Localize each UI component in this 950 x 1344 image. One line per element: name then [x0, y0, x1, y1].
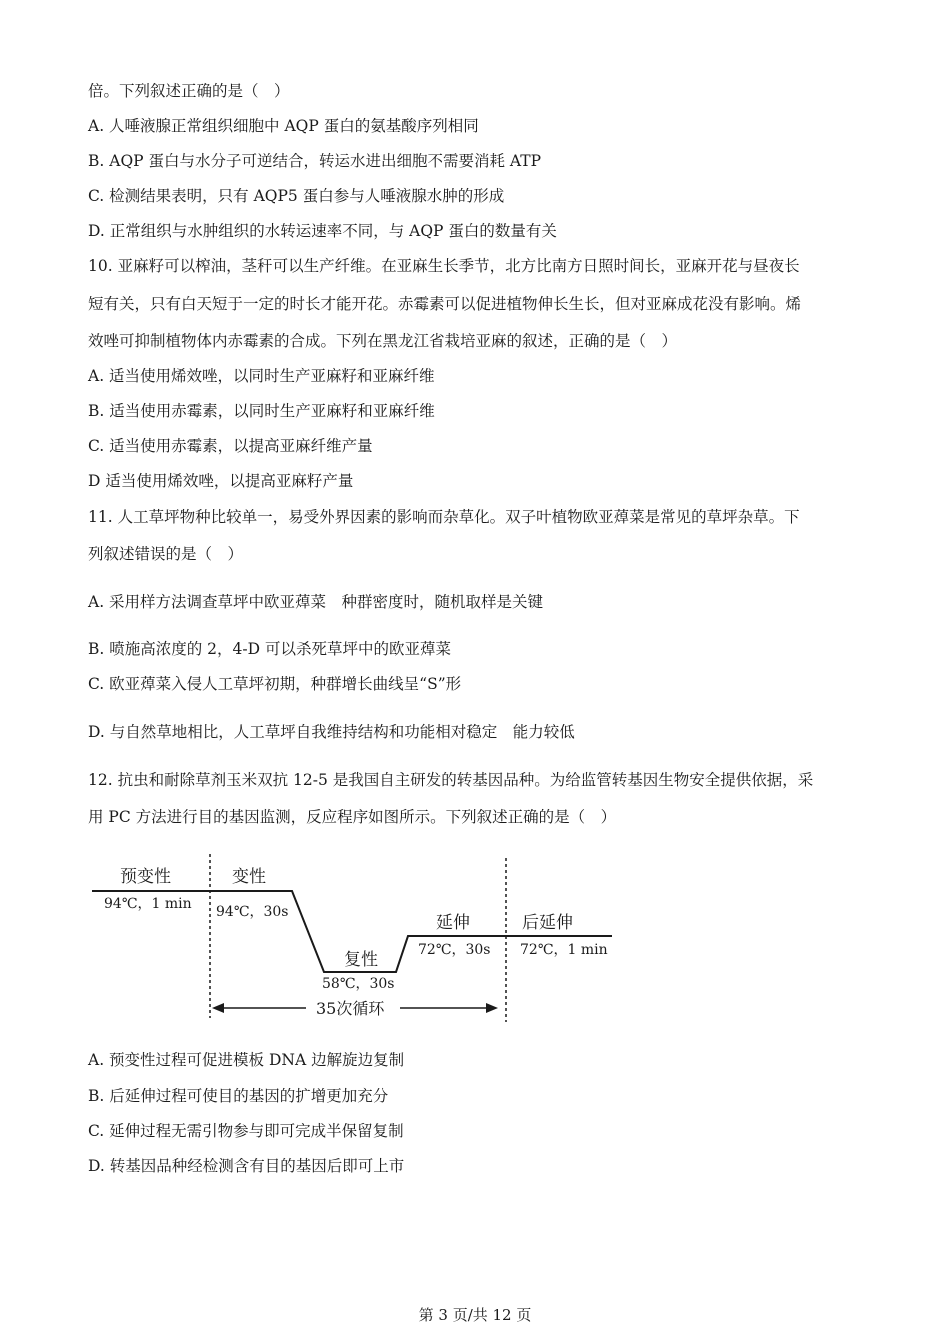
post-extend-condition: 72℃，1 min: [520, 942, 608, 958]
option-line: B. 喷施高浓度的 2，4-D 可以杀死草坪中的欧亚蔊菜: [88, 640, 451, 658]
option-line: C. 检测结果表明，只有 AQP5 蛋白参与人唾液腺水肿的形成: [88, 187, 505, 205]
option-line: C. 欧亚蔊菜入侵人工草坪初期，种群增长曲线呈“S”形: [88, 675, 462, 693]
option-line: B. AQP 蛋白与水分子可逆结合，转运水进出细胞不需要消耗 ATP: [88, 152, 542, 170]
post-extend-label: 后延伸: [522, 913, 573, 933]
option-line: C. 延伸过程无需引物参与即可完成半保留复制: [88, 1122, 404, 1140]
anneal-condition: 58℃，30s: [322, 976, 395, 992]
extend-label: 延伸: [436, 913, 470, 933]
question-10-stem: 10. 亚麻籽可以榨油，茎秆可以生产纤维。在亚麻生长季节，北方比南方日照时间长，亚麻开花与昼夜长: [88, 257, 800, 275]
option-line: D. 正常组织与水肿组织的水转运速率不同，与 AQP 蛋白的数量有关: [88, 222, 557, 240]
extend-condition: 72℃，30s: [418, 942, 491, 958]
predenature-condition: 94℃，1 min: [104, 896, 192, 912]
option-line: C. 适当使用赤霉素，以提高亚麻纤维产量: [88, 437, 373, 455]
option-line: B. 适当使用赤霉素，以同时生产亚麻籽和亚麻纤维: [88, 402, 435, 420]
question-11-stem: 列叙述错误的是（ ）: [88, 545, 244, 563]
text-line: 倍。下列叙述正确的是（ ）: [88, 82, 290, 100]
denature-label: 变性: [232, 867, 266, 887]
option-line: A. 预变性过程可促进模板 DNA 边解旋边复制: [88, 1051, 405, 1069]
option-line: A. 适当使用烯效唑，以同时生产亚麻籽和亚麻纤维: [88, 367, 435, 385]
arrowhead-left: [212, 1003, 224, 1013]
option-line: D. 转基因品种经检测含有目的基因后即可上市: [88, 1157, 405, 1175]
option-line: D. 与自然草地相比，人工草坪自我维持结构和功能相对稳定 能力较低: [88, 723, 575, 741]
cycle-count-label: 35次循环: [316, 999, 385, 1018]
question-12-stem: 用 PC 方法进行目的基因监测，反应程序如图所示。下列叙述正确的是（ ）: [88, 808, 617, 826]
question-11-stem: 11. 人工草坪物种比较单一，易受外界因素的影响而杂草化。双子叶植物欧亚蔊菜是常见的草坪杂草。下: [88, 508, 800, 526]
question-12-stem: 12. 抗虫和耐除草剂玉米双抗 12-5 是我国自主研发的转基因品种。为给监管转基因生物安全提供依据，采: [88, 771, 814, 789]
anneal-label: 复性: [344, 950, 378, 970]
denature-condition: 94℃，30s: [216, 904, 289, 920]
question-10-stem: 效唑可抑制植物体内赤霉素的合成。下列在黑龙江省栽培亚麻的叙述，正确的是（ ）: [88, 332, 678, 350]
option-line: A. 采用样方法调查草坪中欧亚蔊菜 种群密度时，随机取样是关键: [88, 593, 544, 611]
arrowhead-right: [486, 1003, 498, 1013]
page-footer: 第 3 页/共 12 页: [418, 1306, 532, 1324]
predenature-label: 预变性: [120, 867, 171, 887]
option-line: A. 人唾液腺正常组织细胞中 AQP 蛋白的氨基酸序列相同: [88, 117, 479, 135]
question-10-stem: 短有关，只有白天短于一定的时长才能开花。赤霉素可以促进植物伸长生长，但对亚麻成花没有影响。烯: [88, 295, 802, 313]
option-line: D 适当使用烯效唑，以提高亚麻籽产量: [88, 472, 354, 490]
pcr-program-diagram: [88, 848, 628, 1028]
option-line: B. 后延伸过程可使目的基因的扩增更加充分: [88, 1087, 389, 1105]
